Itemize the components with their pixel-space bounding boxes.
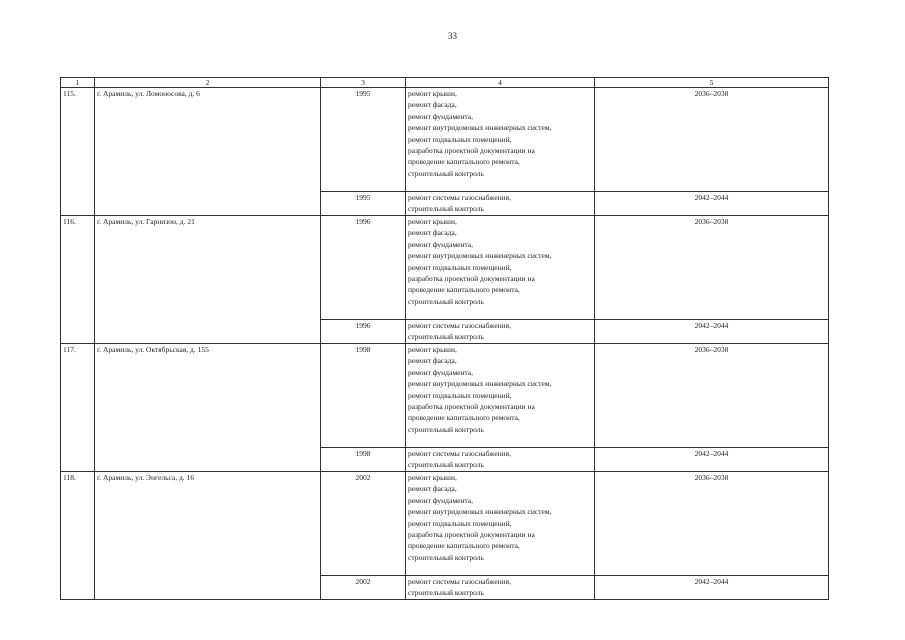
- work-list: [406, 472, 595, 576]
- entry-number: 116.: [61, 216, 95, 344]
- repair-period: 2042–2044: [595, 320, 829, 344]
- work-item: строительный контроль: [408, 588, 484, 598]
- entry-address: г. Арамиль, ул. Октябрьская, д. 155: [95, 344, 321, 472]
- work-list: [406, 320, 595, 344]
- work-item: ремонт фундамента,: [408, 111, 473, 121]
- build-year: 1995: [321, 88, 406, 192]
- work-item: ремонт подвальных помещений,: [408, 518, 512, 528]
- work-item: ремонт системы газоснабжения,: [408, 449, 512, 458]
- entry-address: г. Арамиль, ул. Энгельса, д. 16: [95, 472, 321, 600]
- work-item: разработка проектной документации на: [408, 402, 535, 412]
- entry-number: 115.: [61, 88, 95, 216]
- work-item: проведение капитального ремонта,: [408, 413, 520, 423]
- work-item: ремонт подвальных помещений,: [408, 390, 512, 400]
- repair-schedule-table: [60, 77, 829, 600]
- entry-address: г. Арамиль, ул. Ломоносова, д. 6: [95, 88, 321, 216]
- entry-number: 117.: [61, 344, 95, 472]
- work-item: ремонт крыши,: [408, 345, 457, 354]
- build-year: 2002: [321, 576, 406, 600]
- work-item: ремонт внутридомовых инженерных систем,: [408, 379, 552, 389]
- work-item: ремонт системы газоснабжения,: [408, 193, 512, 202]
- work-item: ремонт крыши,: [408, 217, 457, 226]
- work-list: [406, 576, 595, 600]
- work-item: ремонт фундамента,: [408, 495, 473, 505]
- work-item: разработка проектной документации на: [408, 146, 535, 156]
- work-item: ремонт системы газоснабжения,: [408, 577, 512, 586]
- work-item: проведение капитального ремонта,: [408, 541, 520, 551]
- work-item: ремонт системы газоснабжения,: [408, 321, 512, 330]
- work-item: ремонт фасада,: [408, 356, 457, 366]
- build-year: 1996: [321, 320, 406, 344]
- work-item: строительный контроль: [408, 332, 484, 342]
- work-item: ремонт фасада,: [408, 228, 457, 238]
- work-item: ремонт внутридомовых инженерных систем,: [408, 251, 552, 261]
- table-row: [61, 88, 829, 192]
- work-item: строительный контроль: [408, 552, 484, 562]
- work-item: ремонт фасада,: [408, 100, 457, 110]
- header-col-5: 5: [595, 78, 829, 88]
- work-list: [406, 344, 595, 448]
- table-body: [61, 88, 829, 600]
- table-header: [61, 78, 829, 88]
- work-item: проведение капитального ремонта,: [408, 157, 520, 167]
- build-year: 2002: [321, 472, 406, 576]
- repair-period: 2042–2044: [595, 576, 829, 600]
- repair-period: 2036–2038: [595, 344, 829, 448]
- repair-period: 2036–2038: [595, 472, 829, 576]
- header-col-1: 1: [61, 78, 95, 88]
- repair-period: 2042–2044: [595, 192, 829, 216]
- work-item: ремонт фасада,: [408, 484, 457, 494]
- page-number: 33: [448, 31, 457, 41]
- build-year: 1998: [321, 344, 406, 448]
- build-year: 1995: [321, 192, 406, 216]
- work-item: ремонт подвальных помещений,: [408, 134, 512, 144]
- repair-period: 2036–2038: [595, 88, 829, 192]
- work-item: строительный контроль: [408, 168, 484, 178]
- repair-period: 2036–2038: [595, 216, 829, 320]
- work-list: [406, 448, 595, 472]
- work-item: строительный контроль: [408, 460, 484, 470]
- work-item: ремонт крыши,: [408, 89, 457, 98]
- work-list: [406, 192, 595, 216]
- work-item: ремонт крыши,: [408, 473, 457, 482]
- work-item: строительный контроль: [408, 204, 484, 214]
- work-item: ремонт фундамента,: [408, 239, 473, 249]
- work-list: [406, 88, 595, 192]
- work-item: проведение капитального ремонта,: [408, 285, 520, 295]
- work-item: ремонт внутридомовых инженерных систем,: [408, 123, 552, 133]
- work-item: строительный контроль: [408, 296, 484, 306]
- table-row: [61, 216, 829, 320]
- repair-period: 2042–2044: [595, 448, 829, 472]
- work-item: ремонт внутридомовых инженерных систем,: [408, 507, 552, 517]
- header-row: [61, 78, 829, 88]
- entry-number: 118.: [61, 472, 95, 600]
- work-item: разработка проектной документации на: [408, 530, 535, 540]
- table-row: [61, 344, 829, 448]
- work-item: строительный контроль: [408, 424, 484, 434]
- build-year: 1996: [321, 216, 406, 320]
- work-item: ремонт фундамента,: [408, 367, 473, 377]
- build-year: 1998: [321, 448, 406, 472]
- work-item: ремонт подвальных помещений,: [408, 262, 512, 272]
- table-row: [61, 472, 829, 576]
- header-col-2: 2: [95, 78, 321, 88]
- entry-address: г. Арамиль, ул. Гарнизон, д. 21: [95, 216, 321, 344]
- work-list: [406, 216, 595, 320]
- header-col-3: 3: [321, 78, 406, 88]
- header-col-4: 4: [406, 78, 595, 88]
- work-item: разработка проектной документации на: [408, 274, 535, 284]
